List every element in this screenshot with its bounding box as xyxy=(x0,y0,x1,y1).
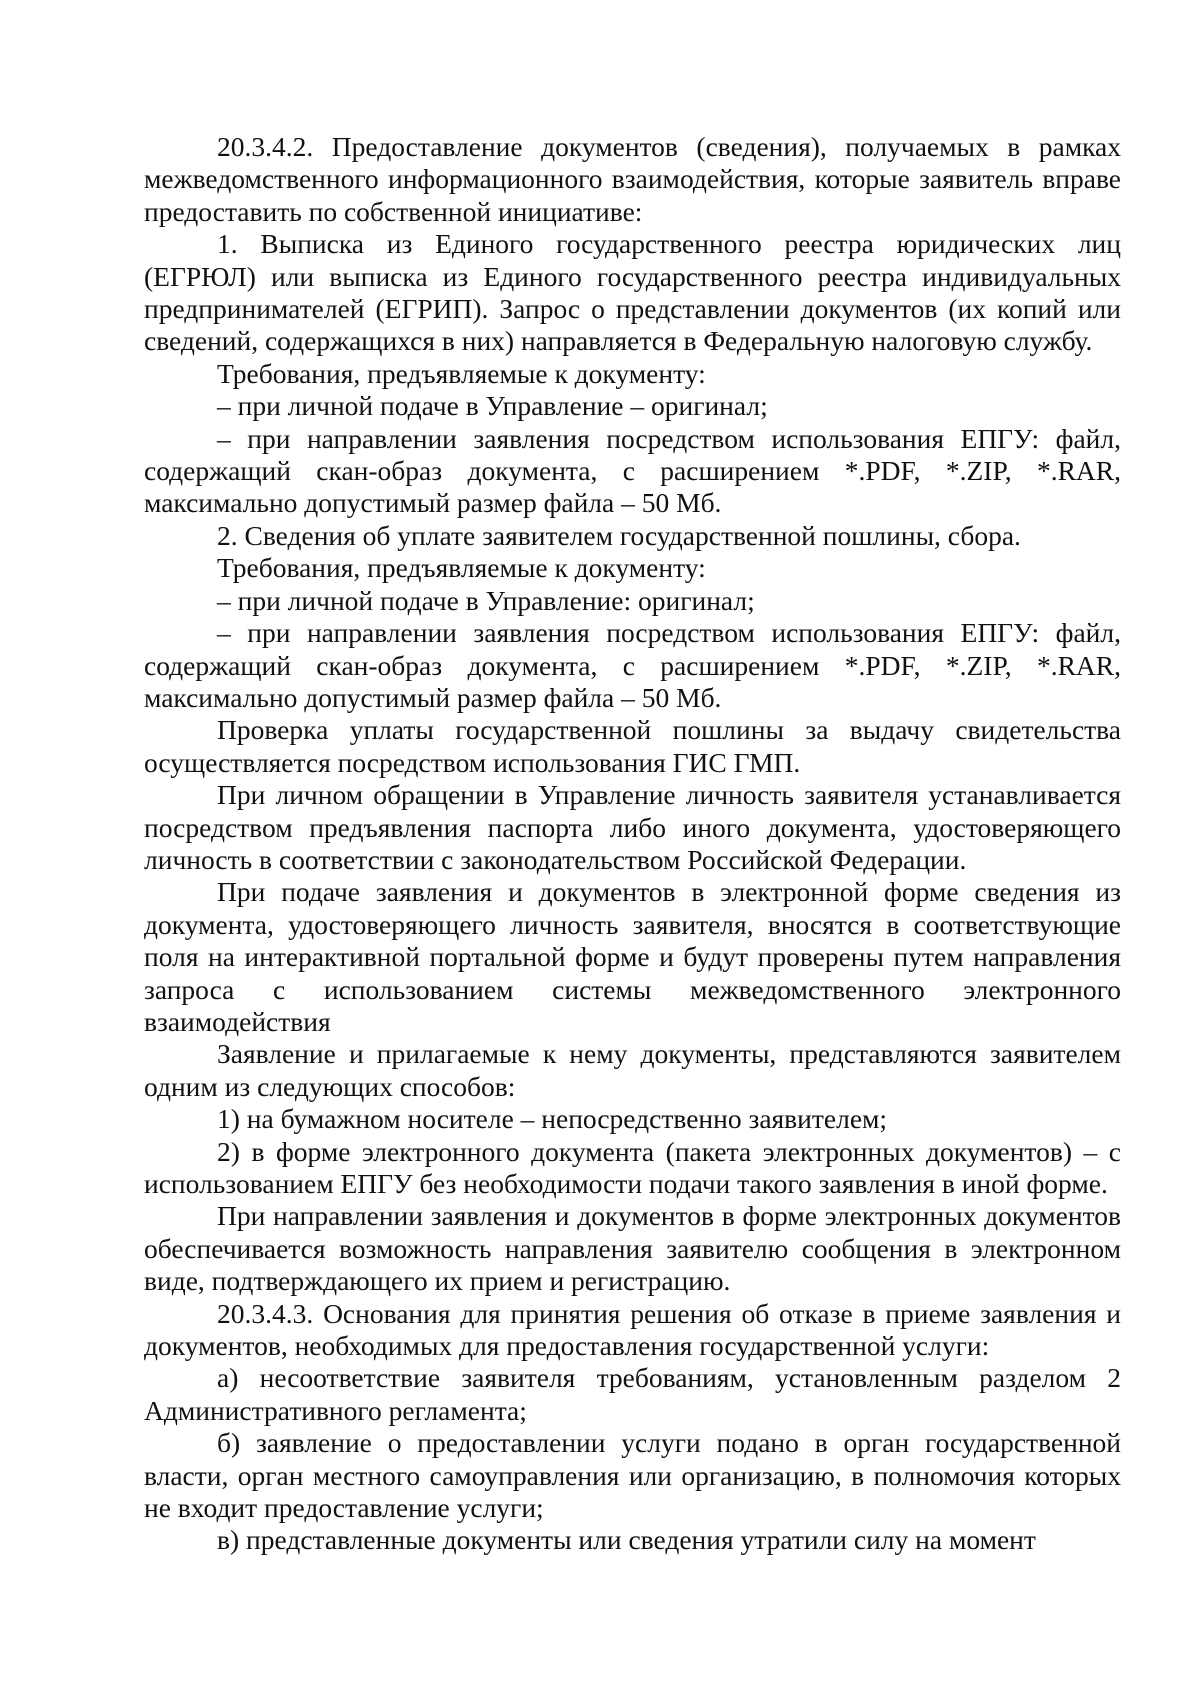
paragraph-electronic-confirmation: При направлении заявления и документов в форме электронных документов обеспечивается возможность направления заявителю сообщения в электронном виде, подтверждающего их прием и регистрацию. xyxy=(144,1200,1121,1297)
paragraph-epgu-file-1: – при направлении заявления посредством использования ЕПГУ: файл, содержащий скан-образ документа, с расширением *.PDF, *.ZIP, *.RAR, максимально допустимый размер файла – 50 Мб. xyxy=(144,422,1121,519)
paragraph-20-3-4-2: 20.3.4.2. Предоставление документов (сведения), получаемых в рамках межведомственного информационного взаимодействия, которые заявитель вправе предоставить по собственной инициативе: xyxy=(144,131,1121,227)
paragraph-20-3-4-3: 20.3.4.3. Основания для принятия решения об отказе в приеме заявления и документов, необходимых для предоставления государственной услуги: xyxy=(144,1297,1121,1362)
paragraph-identity-personal: При личном обращении в Управление личность заявителя устанавливается посредством предъявления паспорта либо иного документа, удостоверяющего личность в соответствии с законодательством Российской Федерации. xyxy=(144,779,1121,875)
paragraph-item-2-fee: 2. Сведения об уплате заявителем государственной пошлины, сбора. xyxy=(217,519,1021,551)
paragraph-epgu-file-2: – при направлении заявления посредством использования ЕПГУ: файл, содержащий скан-образ документа, с расширением *.PDF, *.ZIP, *.RAR, максимально допустимый размер файла – 50 Мб. xyxy=(144,617,1121,713)
paragraph-personal-submission-2: – при личной подаче в Управление: оригинал; xyxy=(217,584,755,616)
paragraph-refusal-a: а) несоответствие заявителя требованиям, установленным разделом 2 Административного регламента; xyxy=(144,1362,1121,1426)
document-page xyxy=(144,131,1121,1557)
paragraph-method-paper: 1) на бумажном носителе – непосредственно заявителем; xyxy=(217,1103,888,1135)
paragraph-requirements-2: Требования, предъявляемые к документу: xyxy=(217,552,706,584)
paragraph-item-1-egrul: 1. Выписка из Единого государственного реестра юридических лиц (ЕГРЮЛ) или выписка из Единого государственного реестра индивидуальных предпринимателей (ЕГРИП). Запрос о представлении документов (их копий или сведений, содержащихся в них) направляется в Федеральную налоговую службу. xyxy=(144,228,1121,357)
paragraph-fee-check: Проверка уплаты государственной пошлины за выдачу свидетельства осуществляется посредством использования ГИС ГМП. xyxy=(144,714,1121,778)
paragraph-refusal-v: в) представленные документы или сведения утратили силу на момент xyxy=(217,1524,1036,1556)
paragraph-requirements-1: Требования, предъявляемые к документу: xyxy=(217,357,706,389)
paragraph-identity-electronic: При подаче заявления и документов в электронной форме сведения из документа, удостоверяющего личность заявителя, вносятся в соответствующие поля на интерактивной портальной форме и будут проверены путем направления запроса с использованием системы межведомственного электронного взаимодействия xyxy=(144,876,1121,1037)
paragraph-submission-methods: Заявление и прилагаемые к нему документы, представляются заявителем одним из следующих способов: xyxy=(144,1038,1121,1102)
paragraph-personal-submission-1: – при личной подаче в Управление – оригинал; xyxy=(217,390,768,422)
paragraph-method-electronic: 2) в форме электронного документа (пакета электронных документов) – с использованием ЕПГУ без необходимости подачи такого заявления в иной форме. xyxy=(144,1135,1121,1199)
paragraph-refusal-b: б) заявление о предоставлении услуги подано в орган государственной власти, орган местного самоуправления или организацию, в полномочия которых не входит предоставление услуги; xyxy=(144,1427,1121,1524)
